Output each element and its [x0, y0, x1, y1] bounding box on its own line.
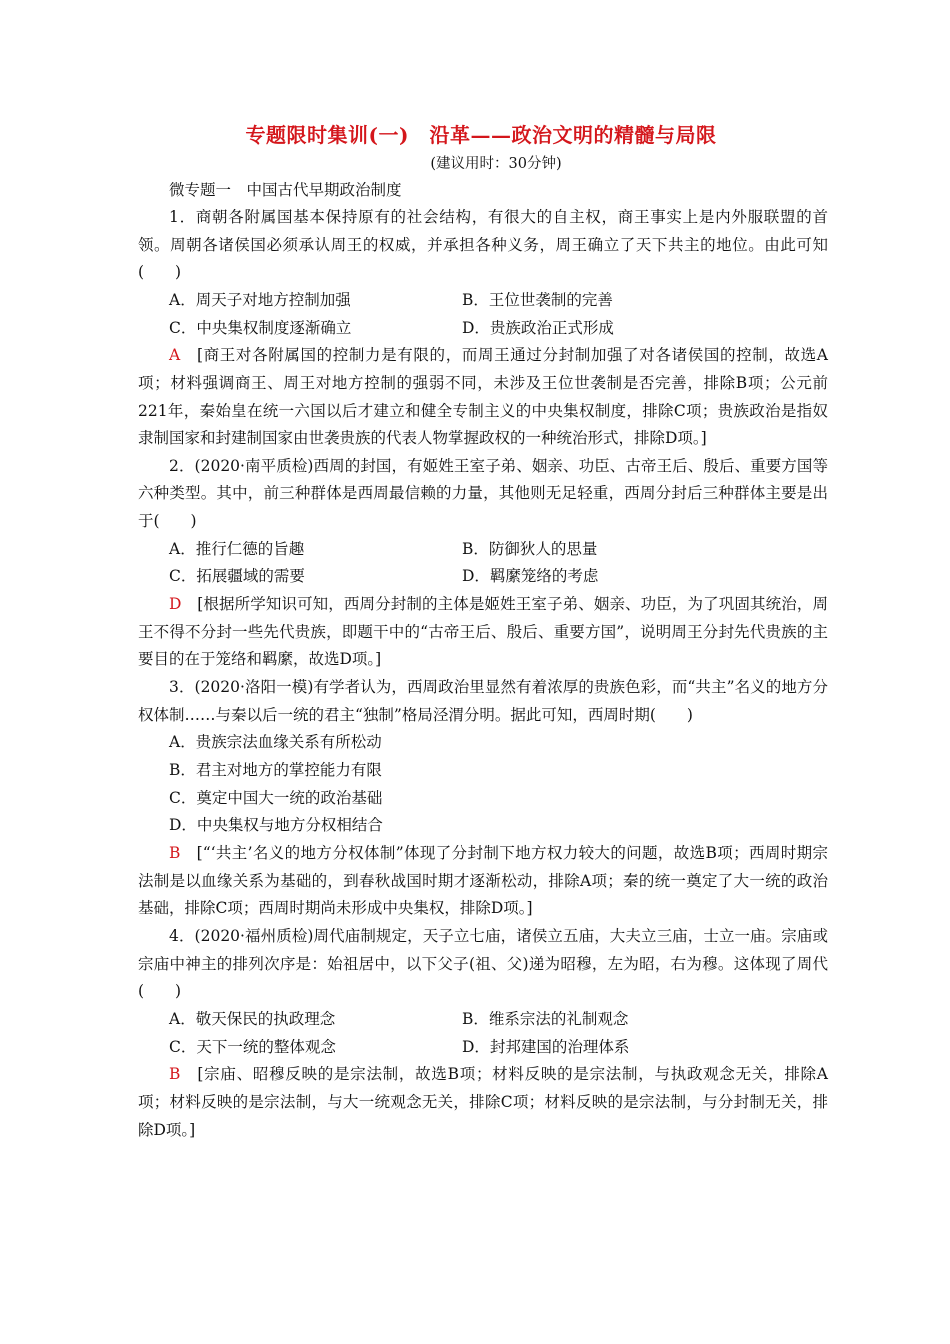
answer-text: [“‘共主’名义的地方分权体制”体现了分封制下地方权力较大的问题，故选B项；西周时期宗法制是以血缘关系为基础的，到春秋战国时期才逐渐松动，排除A项；秦的统一奠定了大一统的政治基础，排除C项；西周时期尚未形成中央集权，排除D项。]: [138, 844, 828, 918]
answer-letter: A: [169, 346, 181, 365]
option-d: D．羁縻笼络的考虑: [462, 567, 599, 586]
option-c: C．中央集权制度逐渐确立: [169, 318, 352, 337]
option-a: A．贵族宗法血缘关系有所松动: [169, 733, 382, 752]
answer-letter: D: [169, 595, 182, 614]
question-stem: 2．(2020·南平质检)西周的封国，有姬姓王室子弟、姻亲、功臣、古帝王后、殷后、重要方国等六种类型。其中，前三种群体是西周最信赖的力量，其他则无足轻重，西周分封后三种群体主要是出于( ): [138, 456, 828, 530]
document-title: 专题限时集训(一) 沿革——政治文明的精髓与局限: [245, 123, 717, 147]
answer-letter: B: [169, 844, 181, 863]
question-2: [138, 453, 828, 674]
option-a: A．敬天保民的执政理念: [169, 1009, 336, 1028]
option-b: B．君主对地方的掌控能力有限: [169, 760, 382, 779]
answer-text: [根据所学知识可知，西周分封制的主体是姬姓王室子弟、姻亲、功臣，为了巩固其统治，周王不得不分封一些先代贵族，即题干中的“古帝王后、殷后、重要方国”，说明周王分封先代贵族的主要目的在于笼络和羁縻，故选D项。]: [138, 595, 828, 669]
option-c: C．奠定中国大一统的政治基础: [169, 788, 383, 807]
option-list: [138, 536, 828, 592]
option-list: [138, 729, 828, 840]
answer-explanation: [138, 591, 828, 674]
question-stem: 1．商朝各附属国基本保持原有的社会结构，有很大的自主权，商王事实上是内外服联盟的首领。周朝各诸侯国必须承认周王的权威，并承担各种义务，周王确立了天下共主的地位。由此可知( ): [138, 208, 828, 282]
question-stem: 4．(2020·福州质检)周代庙制规定，天子立七庙，诸侯立五庙，大夫立三庙，士立一庙。宗庙或宗庙中神主的排列次序是：始祖居中，以下父子(祖、父)递为昭穆，左为昭，右为穆。这体现了周代( ): [138, 927, 828, 1001]
option-d: D．中央集权与地方分权相结合: [169, 816, 383, 835]
answer-explanation: [138, 840, 828, 923]
question-4: [138, 923, 828, 1144]
option-a: A．推行仁德的旨趣: [169, 539, 305, 558]
answer-letter: B: [169, 1065, 181, 1084]
suggested-time: (建议用时：30分钟): [430, 156, 562, 172]
option-list: [138, 287, 828, 343]
option-a: A．周天子对地方控制加强: [169, 290, 351, 309]
answer-explanation: [138, 1061, 828, 1144]
option-d: D．贵族政治正式形成: [462, 318, 614, 337]
option-list: [138, 1006, 828, 1062]
question-stem: 3．(2020·洛阳一模)有学者认为，西周政治里显然有着浓厚的贵族色彩，而“共主”名义的地方分权体制……与秦以后一统的君主“独制”格局泾渭分明。据此可知，西周时期( ): [138, 677, 828, 724]
section-heading: 微专题一 中国古代早期政治制度: [169, 181, 402, 199]
answer-text: [商王对各附属国的控制力是有限的，而周王通过分封制加强了对各诸侯国的控制，故选A项；材料强调商王、周王对地方控制的强弱不同，未涉及王位世袭制是否完善，排除B项；公元前221年，秦始皇在统一六国以后才建立和健全专制主义的中央集权制度，排除C项；贵族政治是指奴隶制国家和封建制国家由世袭贵族的代表人物掌握政权的一种统治形式，排除D项。]: [138, 346, 828, 448]
option-b: B．王位世袭制的完善: [462, 290, 613, 309]
option-c: C．拓展疆域的需要: [169, 567, 305, 586]
option-c: C．天下一统的整体观念: [169, 1037, 336, 1056]
option-d: D．封邦建国的治理体系: [462, 1037, 630, 1056]
question-3: [138, 674, 828, 923]
document-page: [138, 118, 828, 1144]
answer-explanation: [138, 342, 828, 452]
answer-text: [宗庙、昭穆反映的是宗法制，故选B项；材料反映的是宗法制，与执政观念无关，排除A项；材料反映的是宗法制，与大一统观念无关，排除C项；材料反映的是宗法制，与分封制无关，排除D项。]: [138, 1065, 828, 1139]
question-1: [138, 204, 828, 453]
option-b: B．防御狄人的思量: [462, 539, 598, 558]
option-b: B．维系宗法的礼制观念: [462, 1009, 629, 1028]
